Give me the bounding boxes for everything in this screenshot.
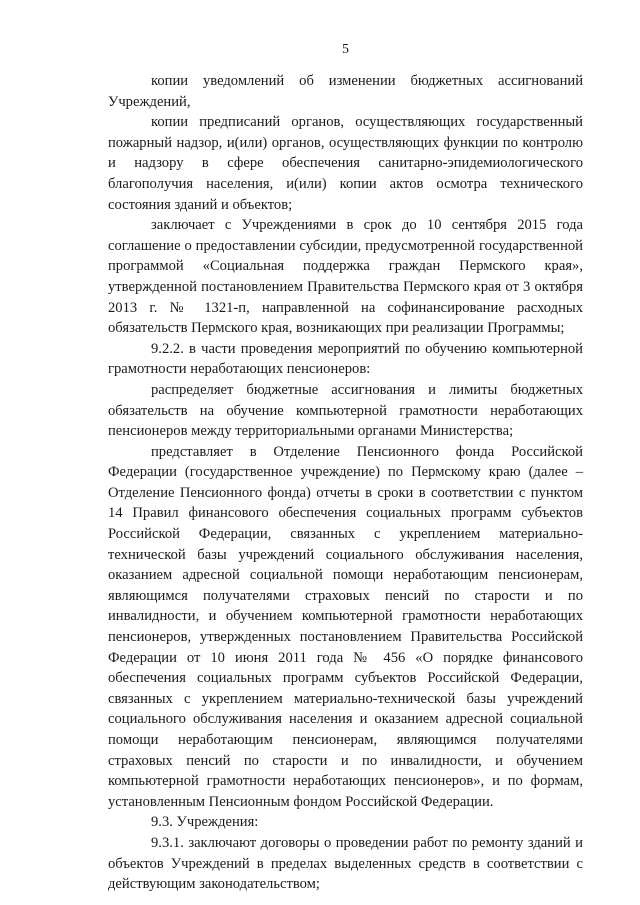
paragraph-pension-fund-reports: представляет в Отделение Пенсионного фонда Российской Федерации (государственное учреждение) по Пермскому краю (далее – Отделение Пенсионного фонда) отчеты в сроки в соответствии с пунктом 14 Правил финансового обеспечения социальных программ субъектов Российской Федерации, связанных с укреплением материально-технической базы учреждений социального обслуживания населения, оказанием адресной социальной помощи неработающим пенсионерам, являющимся получателями страховых пенсий по старости и по инвалидности, и обучением компьютерной грамотности неработающих пенсионеров, утвержденных постановлением Правительства Российской Федерации от 10 июня 2011 года № 456 «О порядке финансового обеспечения социальных программ субъектов Российской Федерации, связанных с укреплением материально-технической базы учреждений социального обслуживания населения и оказанием адресной социальной помощи неработающим пенсионерам, являющимся получателями страховых пенсий по старости и по инвалидности, и обучением компьютерной грамотности неработающих пенсионеров», и по формам, установленным Пенсионным фондом Российской Федерации. [108,443,583,810]
paragraph-budget-distribution: распределяет бюджетные ассигнования и лимиты бюджетных обязательств на обучение компьютерной грамотности неработающих пенсионеров между территориальными органами Министерства; [108,381,583,440]
paragraph-budget-notices: копии уведомлений об изменении бюджетных ассигнований Учреждений, [108,73,583,110]
paragraph-subsidy-agreement: заключает с Учреждениями в срок до 10 сентября 2015 года соглашение о предоставлении субсидии, предусмотренной государственной программой «Социальная поддержка граждан Пермского края», утвержденной постановлением Правительства Пермского края от 3 октября 2013 г. № 1321-п, направленной на софинансирование расходных обязательств Пермского края, возникающих при реализации Программы; [108,217,583,337]
paragraph-inspection-copies: копии предписаний органов, осуществляющих государственный пожарный надзор, и(или) органов, осуществляющих функции по контролю и надзору в сфере обеспечения санитарно-эпидемиологического благополучия населения, и(или) копии актов осмотра технического состояния зданий и объектов; [108,114,583,213]
page-number: 5 [342,42,349,57]
paragraph-section-9-2-2: 9.2.2. в части проведения мероприятий по обучению компьютерной грамотности неработающих пенсионеров: [108,340,583,378]
paragraph-section-9-3-1: 9.3.1. заключают договоры о проведении работ по ремонту зданий и объектов Учреждений в пределах выделенных средств в соответствии с действующим законодательством; [108,834,583,893]
paragraph-section-9-3: 9.3. Учреждения: [151,814,259,831]
